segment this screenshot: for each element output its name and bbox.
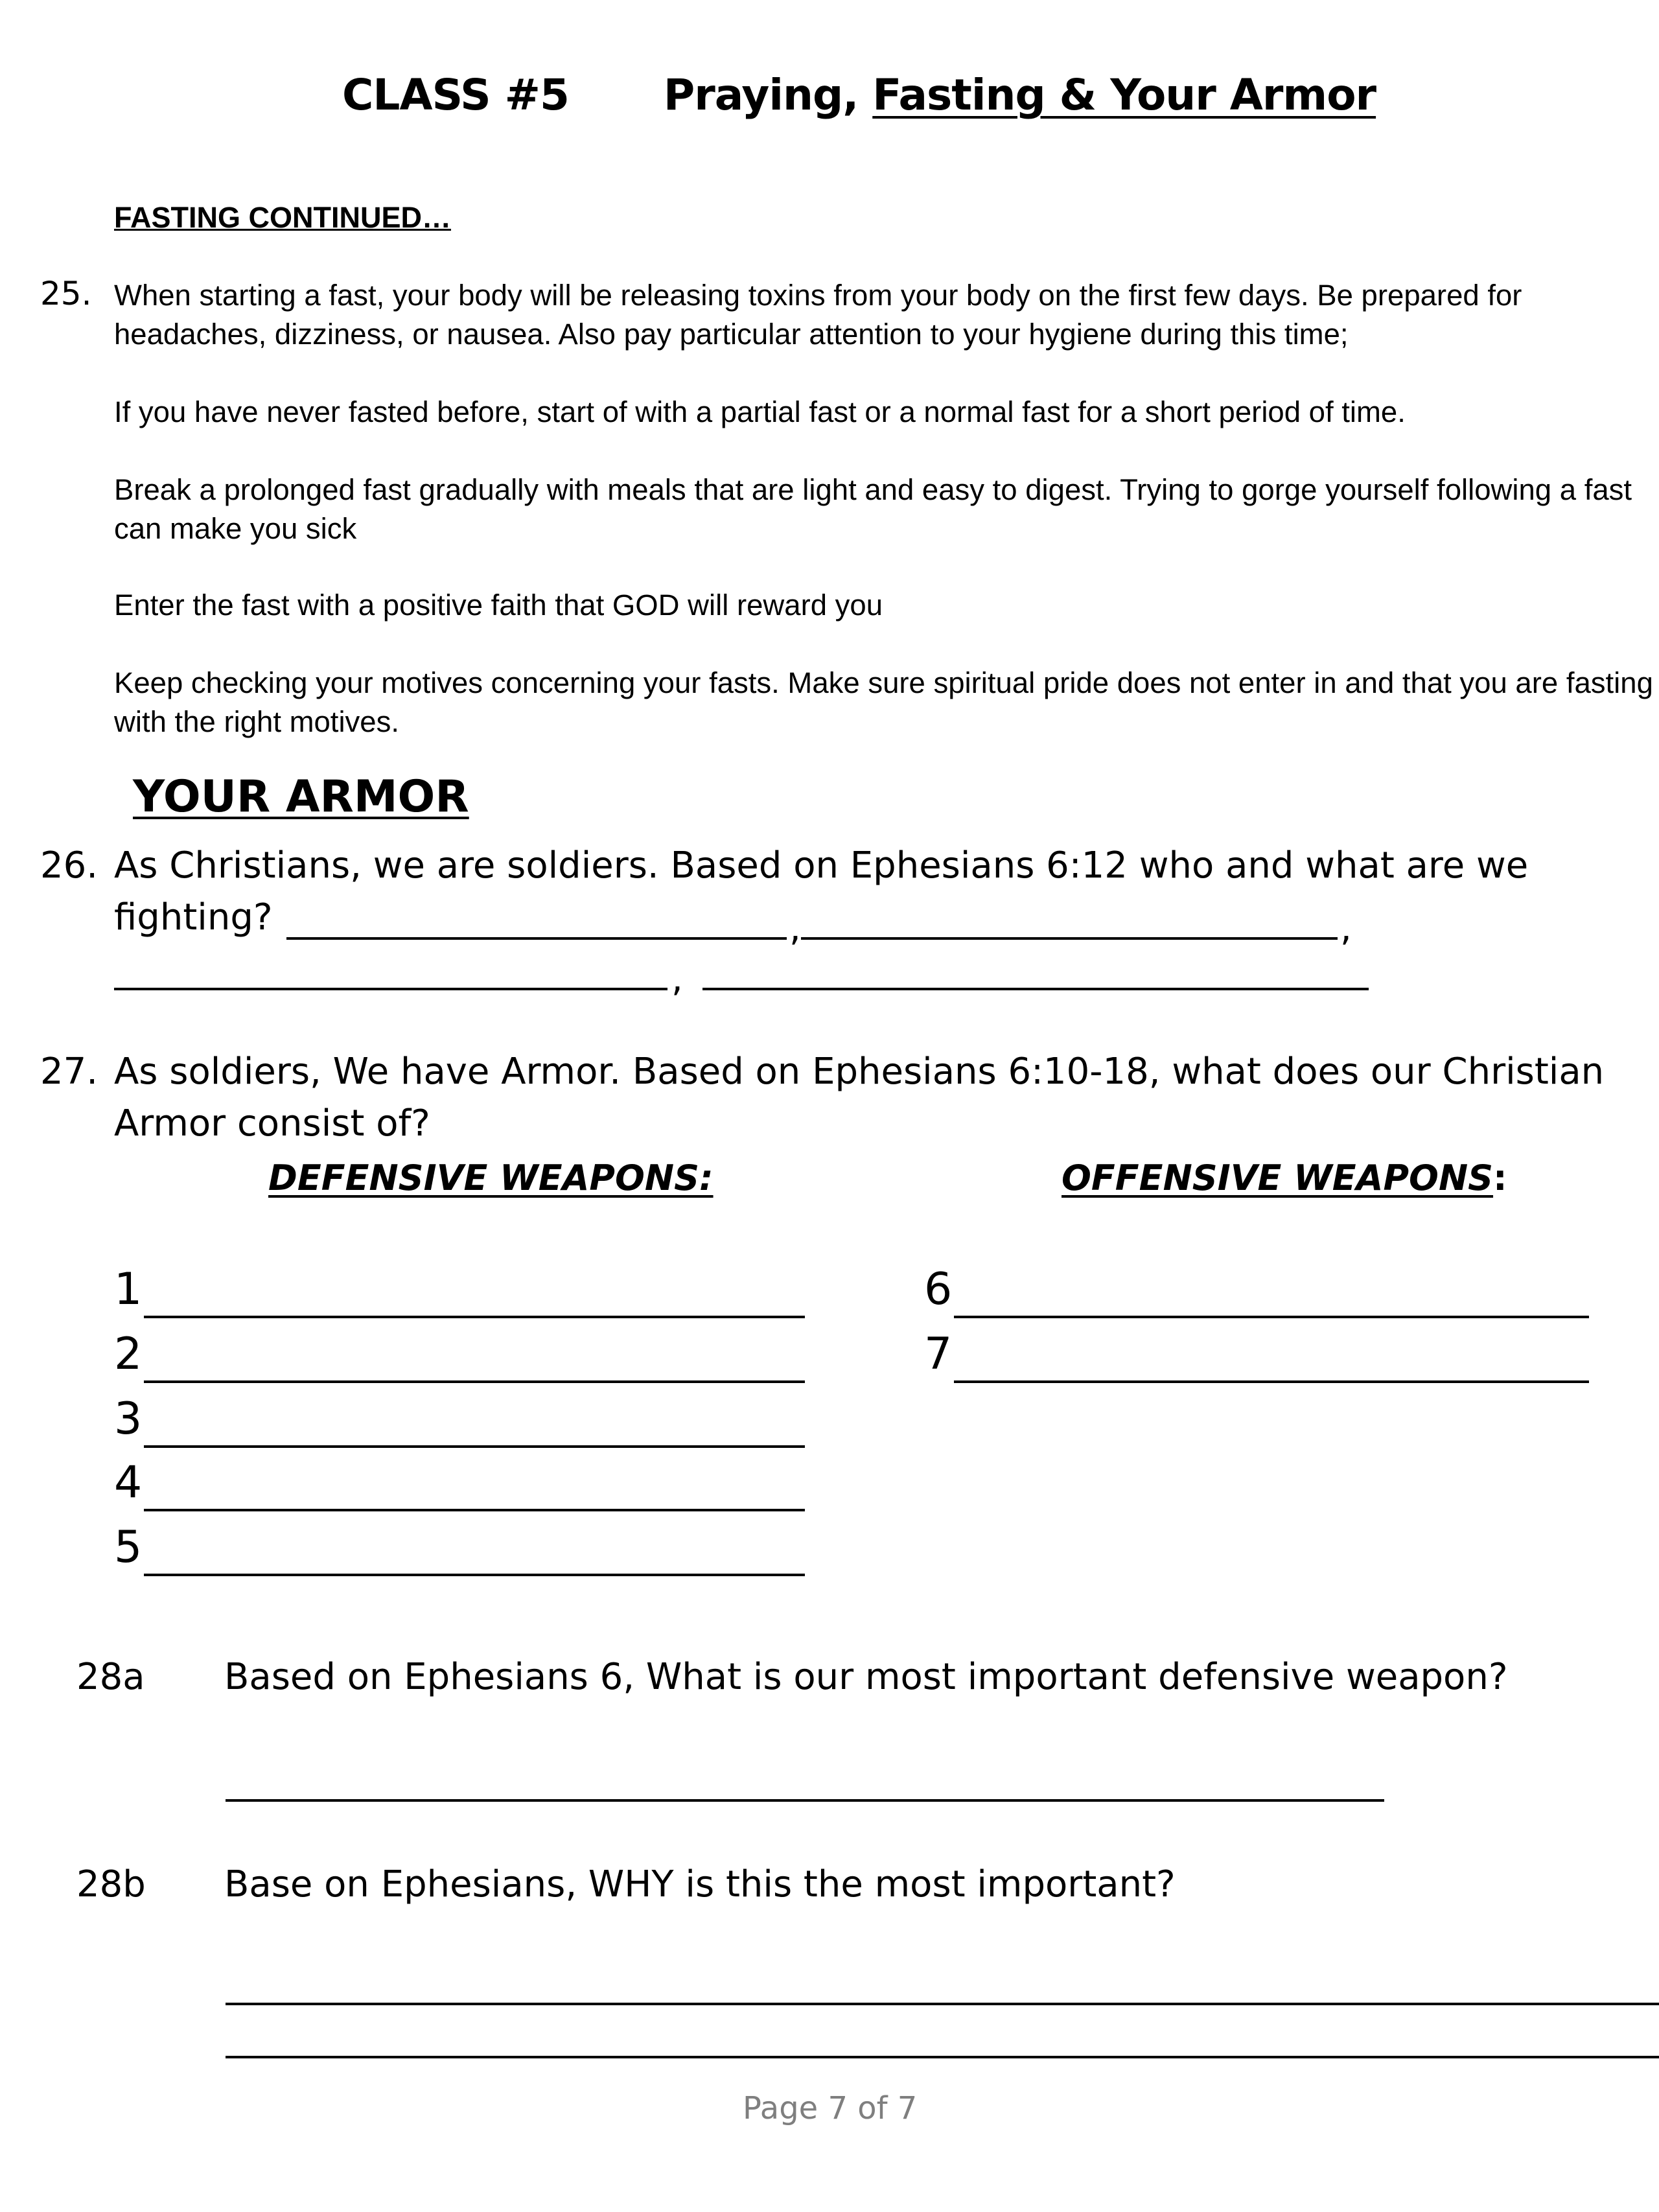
- defensive-number: 4: [114, 1457, 143, 1508]
- item-number-26: 26.: [40, 844, 99, 887]
- defensive-weapons-header: DEFENSIVE WEAPONS:: [268, 1158, 713, 1198]
- fasting-paragraph: Keep checking your motives concerning your fasts. Make sure spiritual pride does not enter in and that you are fasting with the right motives.: [114, 666, 1653, 738]
- answer-blank[interactable]: [144, 1380, 805, 1383]
- answer-blank[interactable]: [226, 1799, 1384, 1802]
- answer-blank[interactable]: [144, 1574, 805, 1576]
- fasting-heading: FASTING CONTINUED…: [114, 201, 452, 234]
- item-number-25: 25.: [40, 275, 92, 312]
- item-number-27: 27.: [40, 1051, 99, 1093]
- answer-blank[interactable]: [702, 988, 1369, 990]
- item-number-28b: 28b: [76, 1863, 146, 1905]
- page-number: Page 7 of 7: [743, 2090, 918, 2126]
- q26-line2: fighting?: [114, 896, 273, 938]
- answer-blank[interactable]: [954, 1316, 1589, 1318]
- answer-blank[interactable]: [286, 937, 787, 940]
- q28a-text: Based on Ephesians 6, What is our most important defensive weapon?: [224, 1656, 1508, 1698]
- answer-blank[interactable]: [801, 937, 1338, 940]
- offensive-number: 6: [924, 1264, 953, 1315]
- offensive-weapons-header: OFFENSIVE WEAPONS:: [1062, 1158, 1507, 1198]
- q27-line1: As soldiers, We have Armor. Based on Ephesians 6:10-18, what does our Christian: [114, 1051, 1605, 1093]
- q28b-text: Base on Ephesians, WHY is this the most important?: [224, 1863, 1176, 1905]
- answer-blank[interactable]: [954, 1380, 1589, 1383]
- fasting-paragraph: Enter the fast with a positive faith that GOD will reward you: [114, 588, 883, 622]
- title-underlined: Fasting & Your Armor: [872, 70, 1376, 120]
- fasting-paragraph: When starting a fast, your body will be releasing toxins from your body on the first few days. Be prepared for headaches, dizziness, or nausea. Also pay particular attention to your hygiene during this time;: [114, 279, 1522, 351]
- fasting-paragraph: If you have never fasted before, start of with a partial fast or a normal fast for a short period of time.: [114, 395, 1406, 428]
- offensive-weapons-label: OFFENSIVE WEAPONS: [1062, 1158, 1494, 1198]
- offensive-number: 7: [924, 1329, 953, 1380]
- answer-blank[interactable]: [144, 1316, 805, 1318]
- defensive-number: 5: [114, 1522, 143, 1573]
- defensive-number: 3: [114, 1393, 143, 1445]
- q26-line1: As Christians, we are soldiers. Based on Ephesians 6:12 who and what are we: [114, 844, 1529, 887]
- q27-line2: Armor consist of?: [114, 1102, 430, 1145]
- item-number-28a: 28a: [76, 1656, 145, 1698]
- answer-blank[interactable]: [114, 988, 667, 990]
- answer-blank[interactable]: [226, 2056, 1659, 2058]
- defensive-number: 2: [114, 1329, 143, 1380]
- fasting-paragraph: Break a prolonged fast gradually with meals that are light and easy to digest. Trying to gorge yourself following a fast can make you sick: [114, 473, 1632, 545]
- title-plain: Praying,: [663, 70, 873, 120]
- page-title: [342, 70, 1376, 120]
- defensive-number: 1: [114, 1264, 143, 1315]
- answer-blank[interactable]: [226, 2003, 1659, 2005]
- armor-heading: YOUR ARMOR: [133, 771, 469, 822]
- answer-blank[interactable]: [144, 1445, 805, 1448]
- class-label: CLASS #5: [342, 70, 569, 120]
- answer-blank[interactable]: [144, 1509, 805, 1511]
